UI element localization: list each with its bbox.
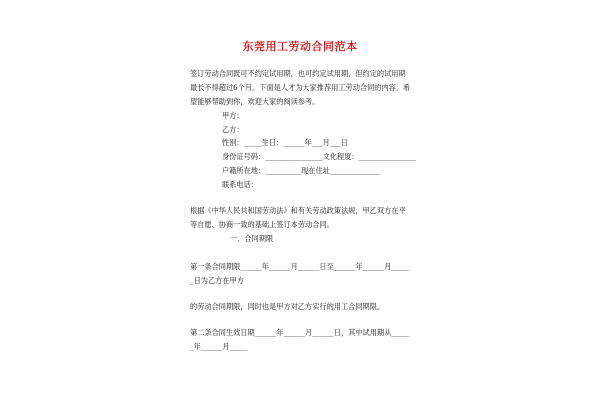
article-2-line-1: 第二条合同生效日期______年______月______日，其中试用期从_____ <box>190 328 410 337</box>
article-1-continuation: 的劳动合同期限，同时也是甲方对乙方实行的用工合同期限。 <box>190 302 385 311</box>
basis-line-2: 等自愿、协商一致的基础上签订本劳动合同。 <box>190 220 334 229</box>
basis-line-1: 根据《中华人民共和国劳动法》和有关劳动政策法规，甲乙双方在平 <box>190 206 406 215</box>
residence-address-field: 户籍所在地：__________现在住址______________ <box>222 166 381 175</box>
intro-line-2: 最长不得超过6个月。下面是人才为大家推荐用工劳动合同的内容，希 <box>190 83 411 92</box>
intro-line-3: 望能够帮助到你，欢迎大家的阅读参考。 <box>190 97 320 106</box>
party-a-field: 甲方： <box>222 111 244 120</box>
article-2-line-2: _年______月_____ <box>190 342 248 351</box>
party-b-field: 乙方： <box>222 125 244 134</box>
phone-field: 联系电话： <box>222 180 258 189</box>
gender-birthday-field: 性别：_____生日：______年___月___日 <box>222 138 348 147</box>
id-education-field: 身份证号码：________________文化程度：________________ <box>222 152 417 161</box>
article-1-line-1: 第一条合同期限______年______月______日至______年______月_____ <box>190 262 410 271</box>
article-1-line-2: _日为乙方在甲方 <box>190 276 244 285</box>
intro-line-1: 签订劳动合同既可不约定试用期，也可约定试用期，但约定的试用期 <box>190 69 406 78</box>
section-1-heading: 一、合同期限 <box>230 234 274 243</box>
document-title: 东莞用工劳动合同范本 <box>242 40 358 53</box>
